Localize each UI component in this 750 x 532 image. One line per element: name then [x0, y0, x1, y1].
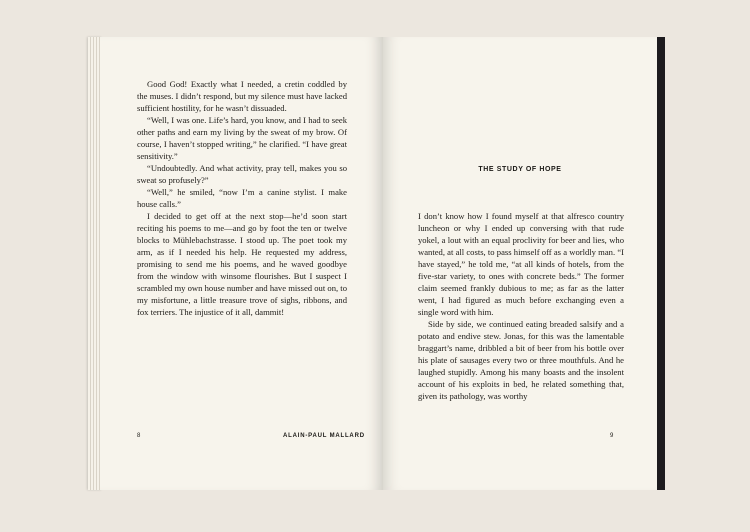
- right-page: [383, 37, 657, 490]
- right-paragraph-2: Side by side, we continued eating breaded salsify and a potato and endive stew. Jonas, for this was the lamentable braggart’s name, dribbled a bit of beer from his bottle over his plate of sausages every two or three mouthfuls. And he laughed stupidly. Among his many boasts and the insolent account of his exploits in bed, he related something that, given its pathology, was worthy: [418, 319, 624, 401]
- right-folio: 9: [610, 433, 614, 439]
- left-page-body: [137, 78, 347, 318]
- left-paragraph-2: “Well, I was one. Life’s hard, you know, and I had to seek other paths and earn my living by the sweat of my brow. Of course, I haven’t stopped writing,” he clarified. “I have great sensitivity.”: [137, 115, 347, 161]
- left-paragraph-1: Good God! Exactly what I needed, a cretin coddled by the muses. I didn’t respond, but my silence must have lacked sufficient hostility, for he wasn’t dissuaded.: [137, 79, 347, 113]
- right-paragraph-1: I don’t know how I found myself at that alfresco country luncheon or why I ended up conversing with that rude yokel, a lout with an equal proclivity for beer and lies, who wanted, at all costs, to pass himself off as a worldly man. “I have stayed,” he told me, “at all kinds of hotels, from the five-star variety, to ones with concrete beds.” The former claim seemed frankly dubious to me; as far as the latter went, I had figured as much before exchanging even a single word with him.: [418, 211, 624, 317]
- right-page-body: [418, 210, 624, 402]
- left-paragraph-5: I decided to get off at the next stop—he’d soon start reciting his poems to me—and go by foot the ten or twelve blocks to Mühlebachstrasse. I stood up. The poet took my arm, as if I needed his help. He requested my address, promising to send me his poems, and he waved goodbye from the window with winsome flourishes. But I suspect I scrambled my own house number and have missed out on, to my misfortune, a little treasure trove of sighs, ribbons, and fox terriers. The injustice of it all, dammit!: [137, 211, 347, 317]
- left-paragraph-4: “Well,” he smiled, “now I’m a canine stylist. I make house calls.”: [137, 187, 347, 209]
- running-head: ALAIN-PAUL MALLARD: [283, 433, 365, 439]
- left-paragraph-3: “Undoubtedly. And what activity, pray tell, makes you so sweat so profusely?”: [137, 163, 347, 185]
- left-page: [100, 37, 383, 490]
- open-book: [88, 37, 666, 490]
- chapter-title: THE STUDY OF HOPE: [478, 166, 562, 173]
- left-folio: 8: [137, 433, 141, 439]
- back-cover-edge: [657, 37, 665, 490]
